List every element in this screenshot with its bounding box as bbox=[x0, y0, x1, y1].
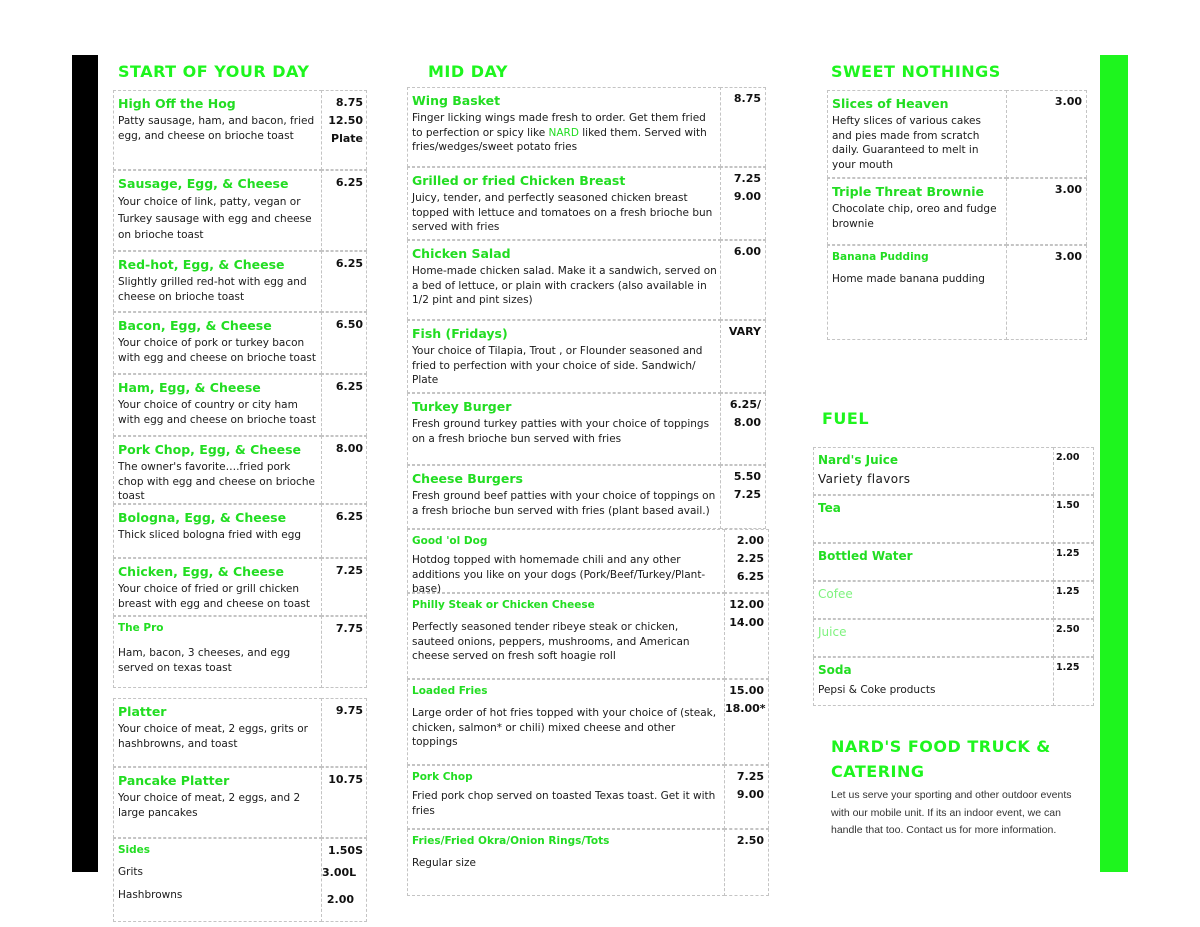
menu-item-name: Chicken Salad bbox=[412, 246, 511, 261]
menu-item-name: Chicken, Egg, & Cheese bbox=[118, 564, 284, 579]
drink-cell bbox=[813, 619, 1054, 657]
menu-item-name: Loaded Fries bbox=[412, 685, 488, 697]
menu-item-price: 9.75 bbox=[335, 704, 363, 717]
menu-item-description: Juicy, tender, and perfectly seasoned chicken breast topped with lettuce and tomatoes on a fresh brioche bun served with fries bbox=[412, 192, 713, 233]
drink-price: 2.50 bbox=[1056, 624, 1080, 635]
menu-item-name: Pork Chop, Egg, & Cheese bbox=[118, 442, 302, 457]
menu-item-price: 3.00 bbox=[1054, 250, 1082, 263]
menu-item-description: Thick sliced bologna fried with egg bbox=[118, 529, 302, 541]
drink-name: Cofee bbox=[818, 587, 853, 601]
side-item-name: Hashbrowns bbox=[118, 889, 183, 901]
menu-item-name: Fries/Fried Okra/Onion Rings/Tots bbox=[412, 835, 610, 847]
menu-item-price: 8.75 bbox=[733, 92, 761, 105]
menu-item-description: Home-made chicken salad. Make it a sandwich, served on a bed of lettuce, or plain with crackers (also available in 1/2 pint and pint sizes) bbox=[412, 265, 717, 306]
menu-item-price: 7.25 9.00 bbox=[733, 172, 761, 203]
menu-item-price: 1.50S bbox=[327, 844, 363, 857]
menu-item-price: 6.50 bbox=[335, 318, 363, 331]
menu-item-name: Bologna, Egg, & Cheese bbox=[118, 510, 287, 525]
menu-item-description: Slightly grilled red-hot with egg and cheese on brioche toast bbox=[118, 276, 307, 303]
drink-price: 1.50 bbox=[1056, 500, 1080, 511]
menu-item-description: Your choice of Tilapia, Trout , or Flounder seasoned and fried to perfection with your choice of side. Sandwich/ Plate bbox=[412, 345, 703, 386]
menu-item-description: Fresh ground beef patties with your choice of toppings on a fresh brioche bun served with fries (plant based avail.) bbox=[412, 490, 716, 517]
catering-description: Let us serve your sporting and other outdoor events with our mobile unit. If its an indoor event, we can handle that too. Contact us for more information. bbox=[831, 789, 1072, 836]
menu-item-price: 2.50 bbox=[736, 834, 764, 847]
menu-item-name: High Off the Hog bbox=[118, 96, 236, 111]
menu-item-description: Your choice of link, patty, vegan or Turkey sausage with egg and cheese on brioche toast bbox=[118, 196, 312, 241]
section-title-food-truck: NARD'S FOOD TRUCK & bbox=[831, 737, 1051, 756]
drink-name: Nard's Juice bbox=[818, 453, 899, 467]
menu-item-description: Your choice of fried or grill chicken breast with egg and cheese on toast bbox=[118, 583, 310, 610]
menu-item-description: Fried pork chop served on toasted Texas toast. Get it with fries bbox=[412, 790, 716, 817]
menu-item-price: 7.25 9.00 bbox=[736, 770, 764, 801]
drink-cell bbox=[813, 495, 1054, 543]
menu-item-name: The Pro bbox=[118, 622, 164, 634]
drink-name: Soda bbox=[818, 663, 852, 677]
menu-item-description: Large order of hot fries topped with your choice of (steak, chicken, salmon* or chili) mixed cheese and other toppings bbox=[412, 707, 717, 748]
drink-price: 2.00 bbox=[1056, 452, 1080, 463]
menu-item-price: 8.00 bbox=[335, 442, 363, 455]
menu-item-price: 8.75 12.50 Plate bbox=[328, 96, 363, 145]
drink-description: Pepsi & Coke products bbox=[818, 684, 936, 696]
menu-item-price: 12.00 14.00 bbox=[729, 598, 764, 629]
menu-item-price: 5.50 7.25 bbox=[733, 470, 761, 501]
menu-item-price: 7.75 bbox=[335, 622, 363, 635]
menu-item-name: Triple Threat Brownie bbox=[832, 184, 984, 199]
menu-item-name: Wing Basket bbox=[412, 93, 501, 108]
menu-item-description: The owner's favorite….fried pork chop with egg and cheese on brioche toast bbox=[118, 461, 315, 502]
menu-item-price: 6.25 bbox=[335, 510, 363, 523]
menu-item-price: VARY bbox=[728, 325, 761, 338]
menu-item-description: Your choice of country or city ham with egg and cheese on brioche toast bbox=[118, 399, 316, 426]
menu-item-name: Pork Chop bbox=[412, 771, 473, 783]
menu-item-price: 6.25 bbox=[335, 380, 363, 393]
menu-item-price: 2.00 2.25 6.25 bbox=[736, 534, 764, 583]
section-title-start-of-day: START OF YOUR DAY bbox=[118, 62, 310, 81]
menu-item-name: Platter bbox=[118, 704, 167, 719]
section-title-sweet-nothings: SWEET NOTHINGS bbox=[831, 62, 1001, 81]
menu-item-price: 6.00 bbox=[733, 245, 761, 258]
menu-item-description: Ham, bacon, 3 cheeses, and egg served on texas toast bbox=[118, 647, 291, 674]
menu-item-description: Your choice of meat, 2 eggs, and 2 large pancakes bbox=[118, 792, 301, 819]
drink-name: Juice bbox=[818, 625, 847, 639]
drink-description: Variety flavors bbox=[818, 472, 911, 486]
menu-item-price: 6.25 bbox=[335, 257, 363, 270]
drink-name: Tea bbox=[818, 501, 841, 515]
left-decorative-bar bbox=[72, 55, 98, 872]
section-title-fuel: FUEL bbox=[822, 409, 870, 428]
menu-item-description: Chocolate chip, oreo and fudge brownie bbox=[832, 203, 997, 230]
menu-item-price: 15.00 18.00* bbox=[725, 684, 766, 715]
menu-item-description: Home made banana pudding bbox=[832, 273, 985, 285]
right-decorative-bar bbox=[1100, 55, 1128, 872]
menu-item-description: Fresh ground turkey patties with your choice of toppings on a fresh brioche bun served with fries bbox=[412, 418, 710, 445]
section-title-catering: CATERING bbox=[831, 762, 925, 781]
menu-item-description: Your choice of pork or turkey bacon with egg and cheese on brioche toast bbox=[118, 337, 316, 364]
menu-item-description: Finger licking wings made fresh to order. Get them fried to perfection or spicy like NARD liked them. Served with fries/wedges/sweet potato fries bbox=[412, 112, 707, 153]
menu-item-name: Slices of Heaven bbox=[832, 96, 949, 111]
menu-item-name: Fish (Fridays) bbox=[412, 326, 508, 341]
menu-item-price: 6.25/ 8.00 bbox=[729, 398, 761, 429]
menu-item-name: Turkey Burger bbox=[412, 399, 512, 414]
menu-item-name: Sides bbox=[118, 844, 151, 856]
menu-item-price: 3.00 bbox=[1054, 183, 1082, 196]
menu-item-name: Ham, Egg, & Cheese bbox=[118, 380, 261, 395]
menu-item-name: Sausage, Egg, & Cheese bbox=[118, 176, 289, 191]
menu-item-price: 6.25 bbox=[335, 176, 363, 189]
menu-item-name: Cheese Burgers bbox=[412, 471, 523, 486]
menu-item-name: Red-hot, Egg, & Cheese bbox=[118, 257, 285, 272]
menu-item-price: 3.00 bbox=[1054, 95, 1082, 108]
menu-item-description: Hefty slices of various cakes and pies made from scratch daily. Guaranteed to melt in your mouth bbox=[832, 115, 981, 171]
section-title-mid-day: MID DAY bbox=[428, 62, 508, 81]
menu-item-description: Patty sausage, ham, and bacon, fried egg, and cheese on brioche toast bbox=[118, 115, 315, 142]
menu-item-name: Banana Pudding bbox=[832, 251, 929, 263]
drink-price: 1.25 bbox=[1056, 548, 1080, 559]
highlight-name: NARD bbox=[548, 126, 579, 139]
drink-price: 1.25 bbox=[1056, 586, 1080, 597]
side-item-name: Grits bbox=[118, 866, 143, 878]
menu-item-description: Your choice of meat, 2 eggs, grits or hashbrowns, and toast bbox=[118, 723, 308, 750]
drink-price: 1.25 bbox=[1056, 662, 1080, 673]
menu-item-price: 10.75 bbox=[328, 773, 363, 786]
menu-item-name: Good 'ol Dog bbox=[412, 535, 488, 547]
side-item-price: 3.00L bbox=[322, 866, 357, 879]
menu-item-description: Perfectly seasoned tender ribeye steak or chicken, sauteed onions, peppers, mushrooms, and American cheese served on fresh soft hoagie roll bbox=[412, 621, 690, 662]
menu-item-name: Philly Steak or Chicken Cheese bbox=[412, 599, 595, 611]
menu-item-name: Grilled or fried Chicken Breast bbox=[412, 173, 626, 188]
menu-item-description: Hotdog topped with homemade chili and any other additions you like on your dogs (Pork/Beef/Turkey/Plant-base) bbox=[412, 554, 706, 595]
drink-name: Bottled Water bbox=[818, 549, 913, 563]
side-item-price: 2.00 bbox=[326, 893, 354, 906]
menu-item-description: Regular size bbox=[412, 857, 476, 869]
menu-item-price: 7.25 bbox=[335, 564, 363, 577]
menu-item-name: Pancake Platter bbox=[118, 773, 230, 788]
menu-item-name: Bacon, Egg, & Cheese bbox=[118, 318, 272, 333]
